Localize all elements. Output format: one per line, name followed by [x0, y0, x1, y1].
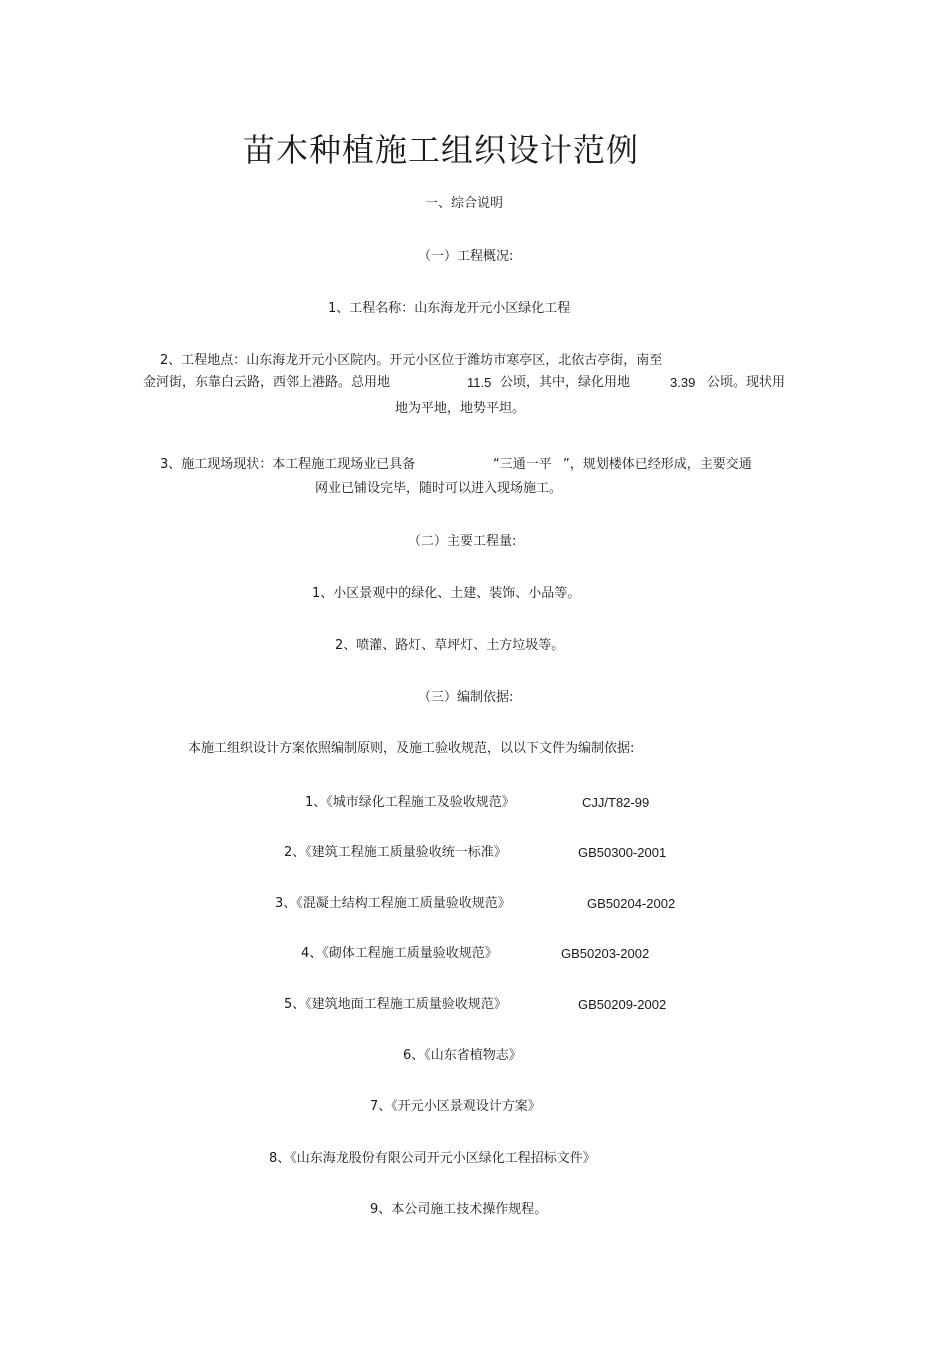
reference-name: 3、《混凝土结构工程施工质量验收规范》: [275, 896, 511, 911]
project-location-line-3: 地为平地，地势平坦。: [395, 401, 526, 416]
project-name-line: 1、工程名称：山东海龙开元小区绿化工程: [328, 301, 571, 316]
basis-intro: 本施工组织设计方案依照编制原则，及施工验收规范，以以下文件为编制依据:: [188, 741, 635, 756]
total-area-value: 11.5: [467, 375, 492, 390]
project-location-line-2a: 金河街，东靠白云路，西邻上港路。总用地: [143, 375, 391, 390]
site-status-line-1a: 3、施工现场现状：本工程施工现场业已具备: [160, 457, 416, 472]
project-location-line-1: 2、工程地点：山东海龙开元小区院内。开元小区位于潍坊市寒亭区，北依古亭街，南至: [160, 353, 663, 368]
reference-code: GB50203-2002: [561, 946, 650, 961]
reference-name: 9、本公司施工技术操作规程。: [370, 1202, 548, 1217]
site-status-line-2: 网业已铺设完毕，随时可以进入现场施工。: [315, 481, 563, 496]
reference-name: 6、《山东省植物志》: [403, 1048, 522, 1063]
reference-name: 1、《城市绿化工程施工及验收规范》: [305, 795, 515, 810]
reference-name: 2、《建筑工程施工质量验收统一标准》: [284, 845, 507, 860]
document-title: 苗木种植施工组织设计范例: [243, 131, 640, 169]
reference-name: 4、《砌体工程施工质量验收规范》: [301, 946, 498, 961]
quantity-item-1: 1、小区景观中的绿化、土建、装饰、小品等。: [312, 586, 581, 601]
section-heading-overview: 一、综合说明: [425, 196, 504, 211]
reference-code: GB50209-2002: [578, 997, 667, 1012]
reference-name: 8、《山东海龙股份有限公司开元小区绿化工程招标文件》: [269, 1151, 596, 1166]
reference-code: GB50300-2001: [578, 845, 667, 860]
site-status-line-1c: ”，规划楼体已经形成，主要交通: [563, 457, 752, 472]
reference-code: CJJ/T82-99: [582, 795, 650, 810]
quantity-item-2: 2、喷灌、路灯、草坪灯、土方垃圾等。: [335, 638, 565, 653]
project-location-line-2c: 公顷，其中，绿化用地: [500, 375, 631, 390]
project-location-line-2e: 公顷。现状用: [707, 375, 786, 390]
subsection-heading-project: （一）工程概况:: [418, 249, 514, 264]
green-area-value: 3.39: [670, 375, 696, 390]
subsection-heading-basis: （三）编制依据:: [418, 690, 514, 705]
reference-name: 5、《建筑地面工程施工质量验收规范》: [284, 997, 507, 1012]
reference-code: GB50204-2002: [587, 896, 676, 911]
reference-name: 7、《开元小区景观设计方案》: [370, 1099, 541, 1114]
subsection-heading-quantities: （二）主要工程量:: [408, 534, 517, 549]
site-status-quote: “三通一平: [493, 457, 552, 472]
